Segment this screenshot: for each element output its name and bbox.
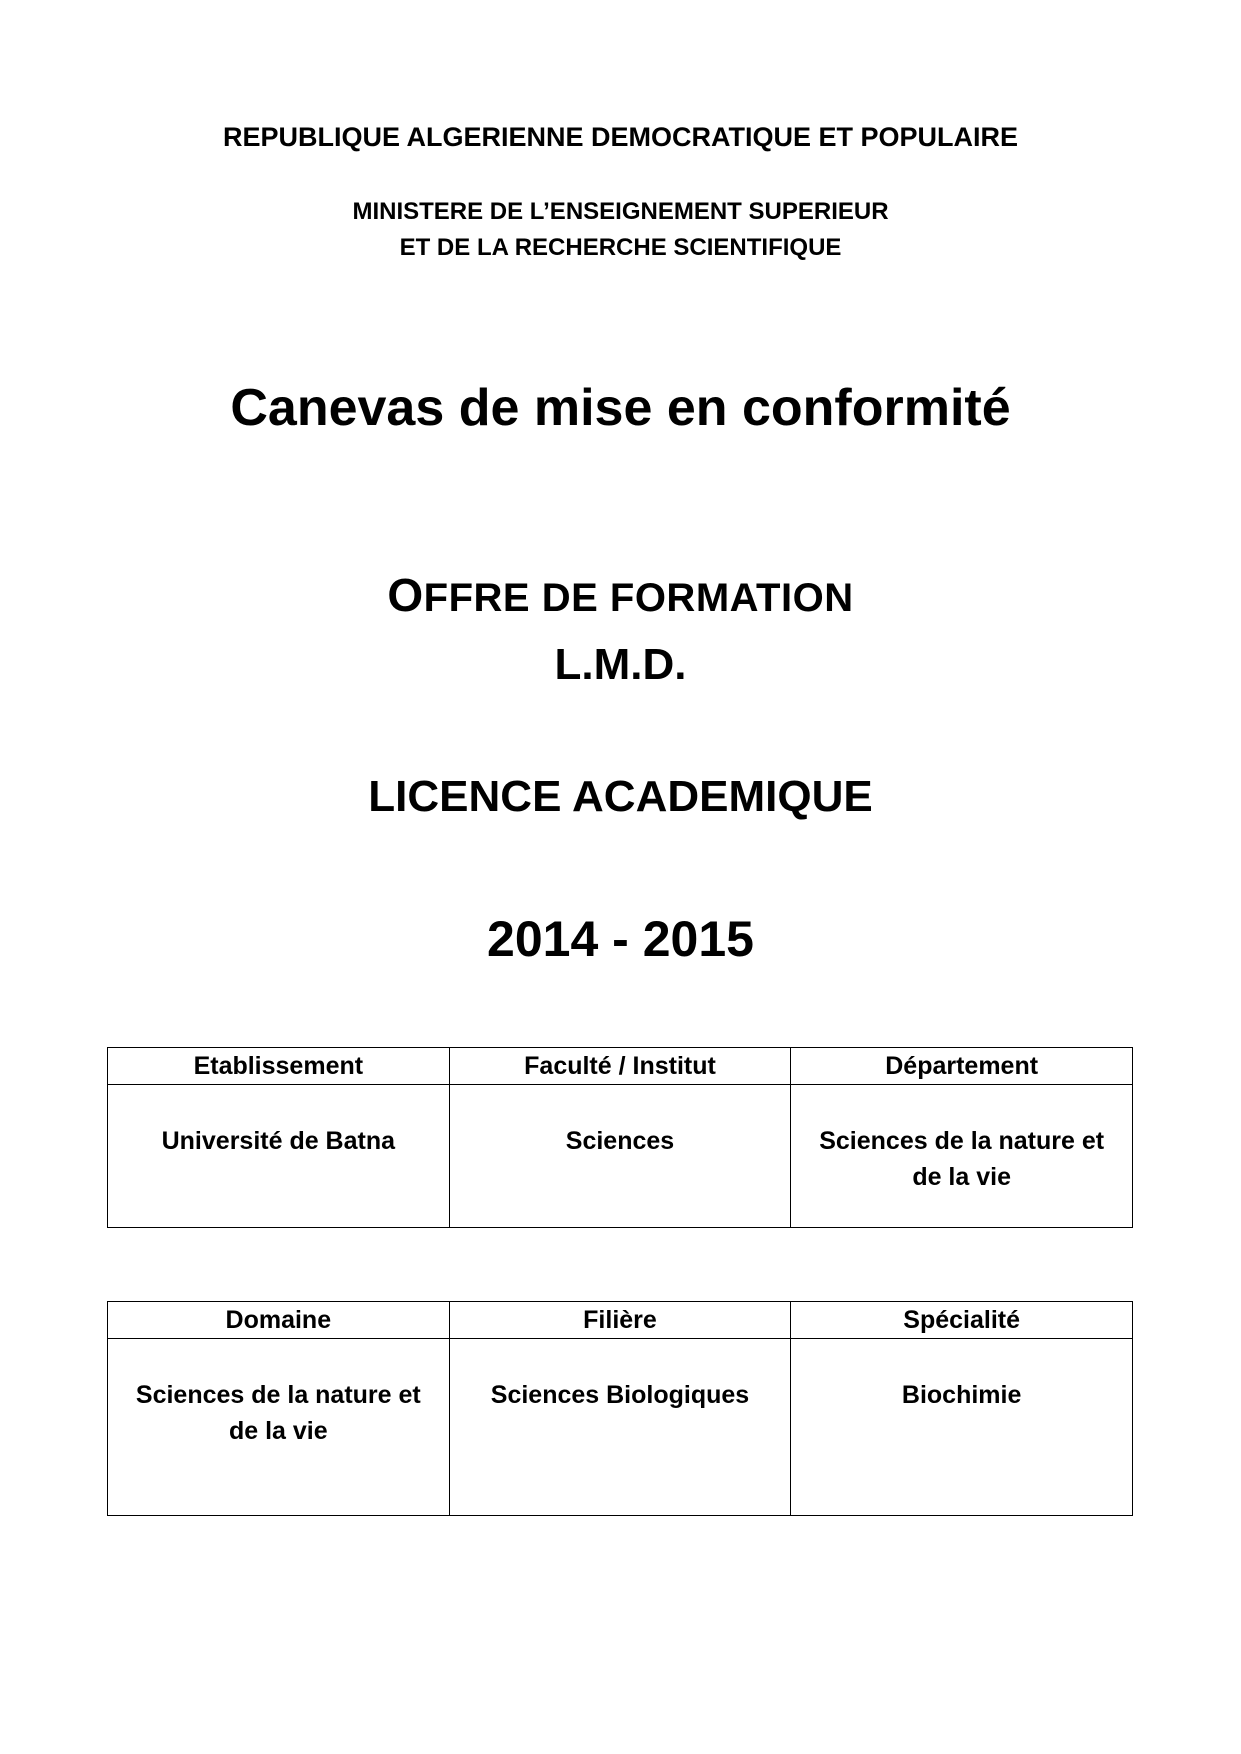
header-departement: Département	[791, 1048, 1133, 1085]
specialty-table	[107, 1301, 1133, 1516]
ministry-heading-line2: ET DE LA RECHERCHE SCIENTIFIQUE	[399, 234, 842, 261]
table-row	[108, 1085, 1133, 1228]
header-faculte: Faculté / Institut	[449, 1048, 791, 1085]
header-specialite: Spécialité	[791, 1302, 1133, 1339]
lmd-heading: L.M.D.	[554, 640, 687, 689]
header-domaine: Domaine	[108, 1302, 450, 1339]
institution-table	[107, 1047, 1133, 1228]
republic-heading: REPUBLIQUE ALGERIENNE DEMOCRATIQUE ET POPULAIRE	[222, 122, 1019, 152]
value-etablissement: Université de Batna	[108, 1085, 450, 1228]
value-specialite: Biochimie	[791, 1339, 1133, 1516]
licence-heading: LICENCE ACADEMIQUE	[368, 772, 873, 821]
document-title: Canevas de mise en conformité	[230, 379, 1011, 437]
ministry-heading-line1: MINISTERE DE L’ENSEIGNEMENT SUPERIEUR	[352, 198, 889, 225]
offre-rest: FFRE DE FORMATION	[423, 576, 854, 620]
offre-initial: O	[387, 569, 424, 621]
header-etablissement: Etablissement	[108, 1048, 450, 1085]
table-header-row	[108, 1048, 1133, 1085]
table-row	[108, 1339, 1133, 1516]
academic-year: 2014 - 2015	[487, 911, 754, 967]
table-header-row	[108, 1302, 1133, 1339]
header-filiere: Filière	[449, 1302, 791, 1339]
value-filiere: Sciences Biologiques	[449, 1339, 791, 1516]
value-departement: Sciences de la nature et de la vie	[791, 1085, 1133, 1228]
value-faculte: Sciences	[449, 1085, 791, 1228]
value-domaine: Sciences de la nature et de la vie	[108, 1339, 450, 1516]
offre-heading	[0, 568, 1241, 622]
